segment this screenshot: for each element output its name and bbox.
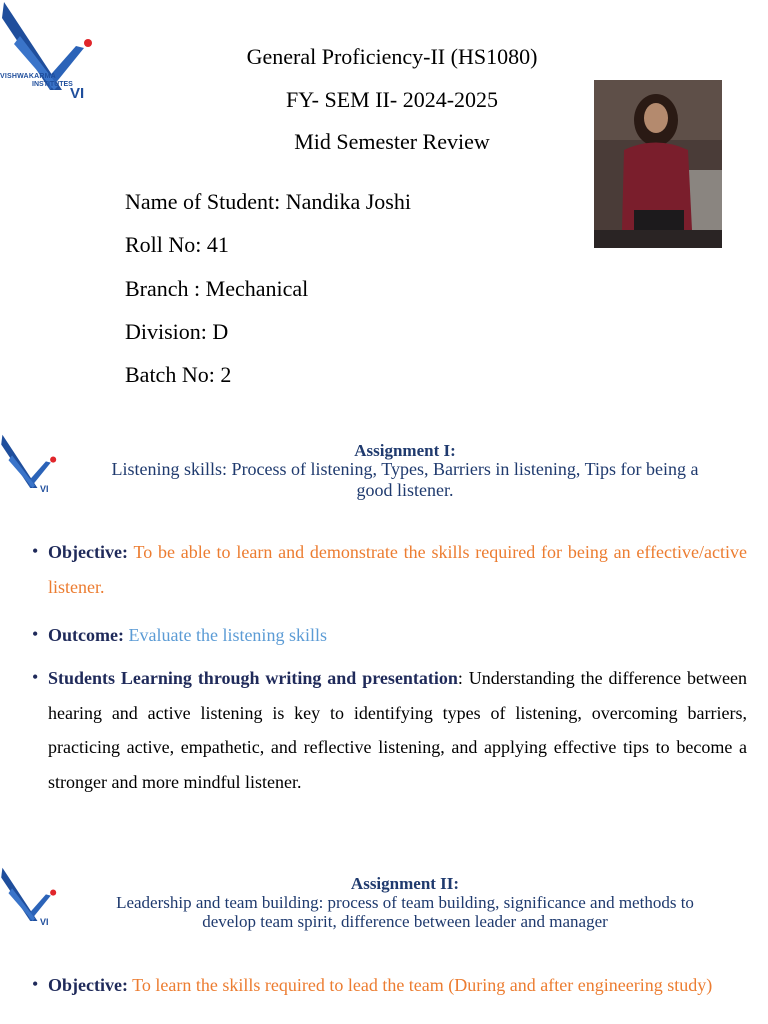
logo-mark: VI xyxy=(70,85,85,102)
bullet-objective-2: • xyxy=(32,974,39,994)
assignment1-title: Assignment I: xyxy=(354,441,456,460)
student-learning-1 xyxy=(48,661,747,799)
outcome-1-text: Evaluate the listening skills xyxy=(128,625,327,645)
outcome-1 xyxy=(48,618,747,653)
bullet-objective-1: • xyxy=(32,541,39,561)
objective-1-label: Objective: xyxy=(48,542,128,562)
assignment2-logo xyxy=(0,865,58,931)
objective-1-text: To be able to learn and demonstrate the skills required for being an effective/active listener. xyxy=(48,542,747,597)
student-learning-1-text: : Understanding the difference between hearing and active listening is key to identifying types of listening, overcoming barriers, practicing active, empathetic, and reflective listening, and applying effective tips to become a stronger and more mindful listener. xyxy=(48,668,747,792)
logo-small-mark: VI xyxy=(40,484,49,494)
logo-small-mark-2: VI xyxy=(40,917,49,927)
objective-2 xyxy=(48,968,747,1003)
bullet-outcome-1: • xyxy=(32,624,39,644)
assignment1-logo xyxy=(0,432,58,498)
outcome-1-label: Outcome: xyxy=(48,625,124,645)
objective-2-label: Objective: xyxy=(48,975,128,995)
vi-logo-small-icon xyxy=(0,432,58,498)
assignment2-title: Assignment II: xyxy=(350,874,460,893)
student-photo-image xyxy=(594,80,722,248)
bullet-slw-1: • xyxy=(32,667,39,687)
roll-number: Roll No: 41 xyxy=(125,232,229,257)
student-photo xyxy=(594,80,722,248)
assignment2-desc-line1: Leadership and team building: process of team building, significance and methods to xyxy=(116,893,694,912)
division: Division: D xyxy=(125,319,229,344)
student-name: Name of Student: Nandika Joshi xyxy=(125,189,411,214)
logo-org-text-2: INSTITUTES xyxy=(32,81,73,88)
assignment1-desc-line2: good listener. xyxy=(356,480,454,500)
objective-2-text: To learn the skills required to lead the team (During and after engineering study) xyxy=(132,975,713,995)
vi-logo-small-icon-2 xyxy=(0,865,58,931)
assignment2-desc-line2: develop team spirit, difference between leader and manager xyxy=(202,912,608,931)
objective-1 xyxy=(48,535,747,604)
branch: Branch : Mechanical xyxy=(125,276,309,301)
assignment1-desc-line1: Listening skills: Process of listening, Types, Barriers in listening, Tips for being a xyxy=(111,459,699,479)
course-title: General Proficiency-II (HS1080) xyxy=(246,44,538,69)
student-learning-1-label: Students Learning through writing and presentation xyxy=(48,668,458,688)
semester-line: FY- SEM II- 2024-2025 xyxy=(285,87,499,112)
review-title: Mid Semester Review xyxy=(294,129,490,154)
batch-number: Batch No: 2 xyxy=(125,362,232,387)
logo-org-text-1: VISHWAKARMA xyxy=(0,73,56,80)
